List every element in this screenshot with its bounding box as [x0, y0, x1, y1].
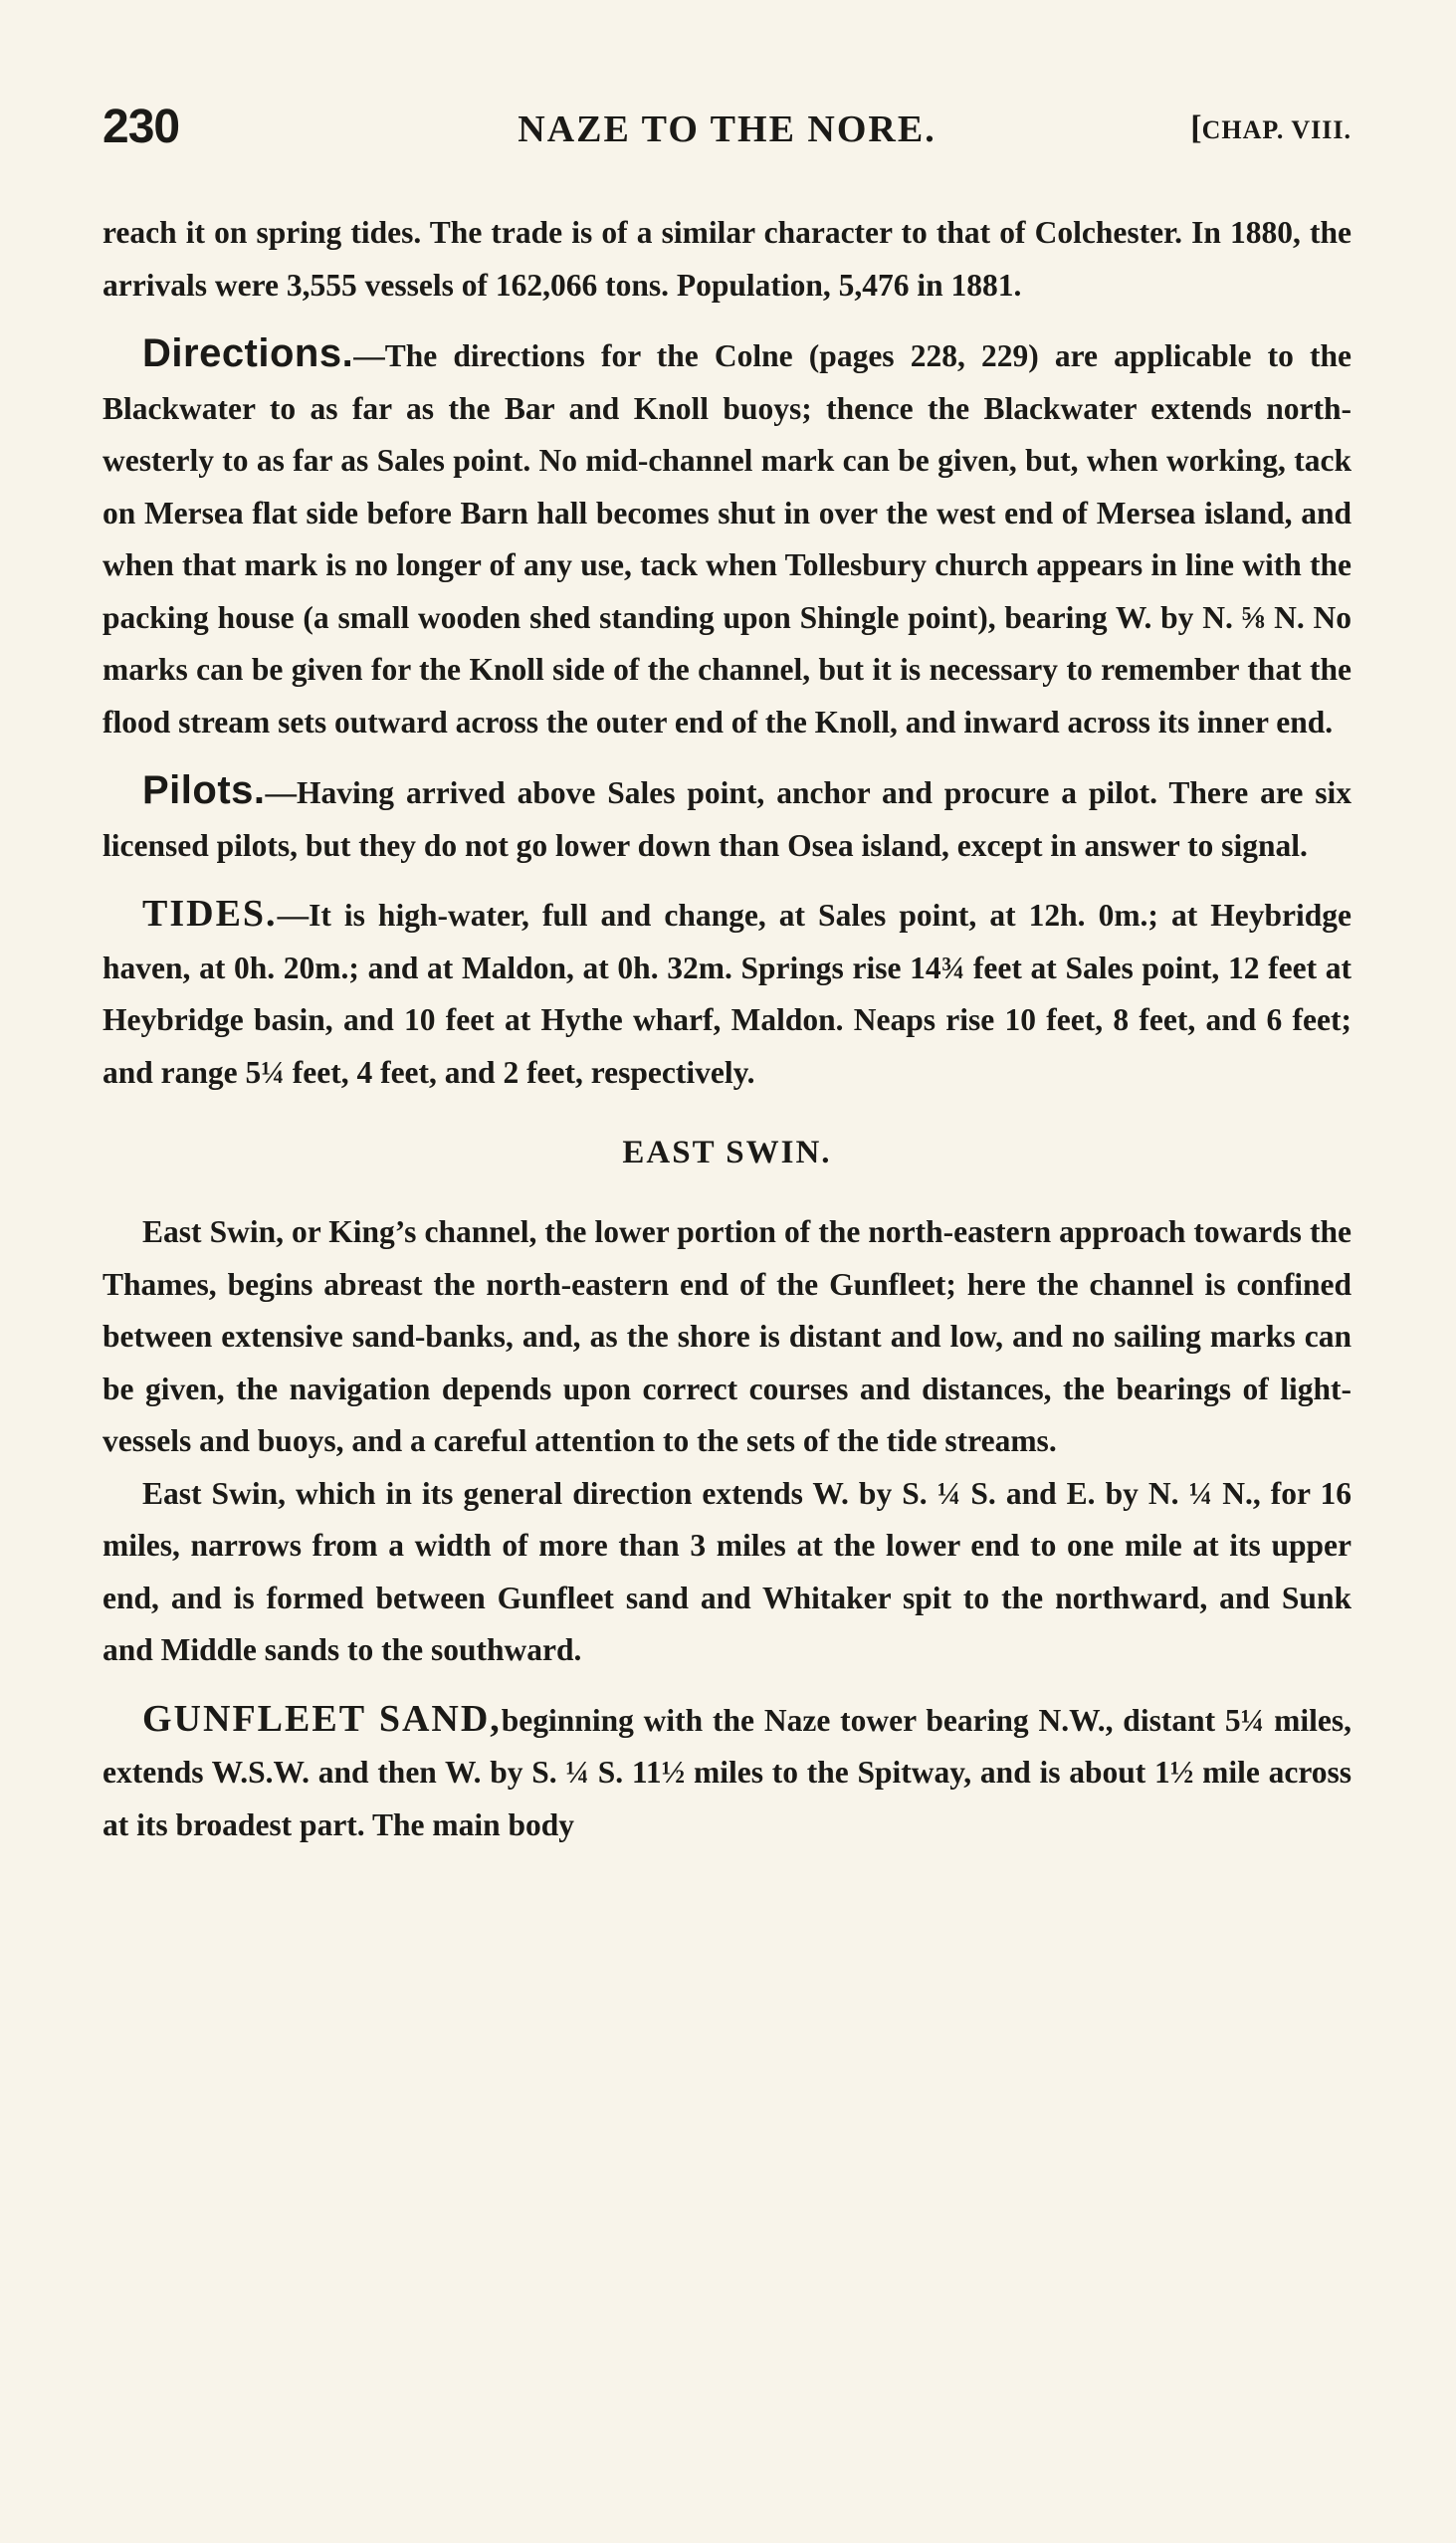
paragraph-directions	[103, 327, 1352, 748]
paragraph-pilots-text: —Having arrived above Sales point, anchor and procure a pilot. There are six licensed pilots, but they do not go lower down than Osea island, except in answer to signal.	[103, 775, 1352, 863]
paragraph-east-swin-2: East Swin, which in its general direction extends W. by S. ¼ S. and E. by N. ¼ N., for 16 miles, narrows from a width of more than 3 miles at the lower end to one mile at its upper end, and is formed between Gunfleet sand and Whitaker spit to the northward, and Sunk and Middle sands to the southward.	[103, 1475, 1352, 1667]
run-in-heading-gunfleet-sand: GUNFLEET SAND,	[142, 1697, 502, 1740]
paragraph-gunfleet-sand	[103, 1693, 1352, 1852]
paragraph-continuation: reach it on spring tides. The trade is of a similar character to that of Colchester. In 1880, the arrivals were 3,555 vessels of 162,066 tons. Population, 5,476 in 1881.	[103, 215, 1352, 303]
running-title: NAZE TO THE NORE.	[518, 108, 936, 150]
chapter-bracket: [	[1190, 109, 1202, 146]
paragraph-tides-text: —It is high-water, full and change, at Sales point, at 12h. 0m.; at Heybridge haven, at 0h. 20m.; and at Maldon, at 0h. 32m. Springs rise 14¾ feet at Sales point, 12 feet at Heybridge basin, and 10 feet at Hythe wharf, Maldon. Neaps rise 10 feet, 8 feet, and 6 feet; and range 5¼ feet, 4 feet, and 2 feet, respectively.	[103, 898, 1352, 1090]
chapter-label: CHAP. VIII.	[1201, 115, 1352, 144]
paragraph-gunfleet-sand-text: beginning with the Naze tower bearing N.W., distant 5¼ miles, extends W.S.W. and then W. by S. ¼ S. 11½ miles to the Spitway, and is about 1½ mile across at its broadest part. The main body	[103, 1702, 1352, 1842]
run-in-heading-tides: TIDES.	[142, 893, 278, 935]
chapter-reference	[1190, 109, 1352, 147]
paragraph-pilots	[103, 764, 1352, 872]
body-text	[103, 207, 1352, 1851]
page-number: 230	[103, 101, 180, 153]
run-in-heading-directions: Directions.	[142, 331, 354, 375]
run-in-heading-pilots: Pilots.	[142, 768, 266, 812]
section-heading-east-swin: EAST SWIN.	[622, 1135, 832, 1170]
paragraph-tides	[103, 888, 1352, 1099]
paragraph-directions-text: —The directions for the Colne (pages 228, 229) are applicable to the Blackwater to as far as the Bar and Knoll buoys; thence the Blackwater extends north-westerly to as far as Sales point. No mid-channel mark can be given, but, when working, tack on Mersea flat side before Barn hall becomes shut in over the west end of Mersea island, and when that mark is no longer of any use, tack when Tollesbury church appears in line with the packing house (a small wooden shed standing upon Shingle point), bearing W. by N. ⅝ N. No marks can be given for the Knoll side of the channel, but it is necessary to remember that the flood stream sets outward across the outer end of the Knoll, and inward across its inner end.	[103, 338, 1352, 740]
running-head	[103, 100, 1352, 159]
book-page	[103, 100, 1352, 1851]
paragraph-east-swin-1: East Swin, or King’s channel, the lower portion of the north-eastern approach towards the Thames, begins abreast the north-eastern end of the Gunfleet; here the channel is confined between extensive sand-banks, and, as the shore is distant and low, and no sailing marks can be given, the navigation depends upon correct courses and distances, the bearings of light-vessels and buoys, and a careful attention to the sets of the tide streams.	[103, 1214, 1352, 1458]
